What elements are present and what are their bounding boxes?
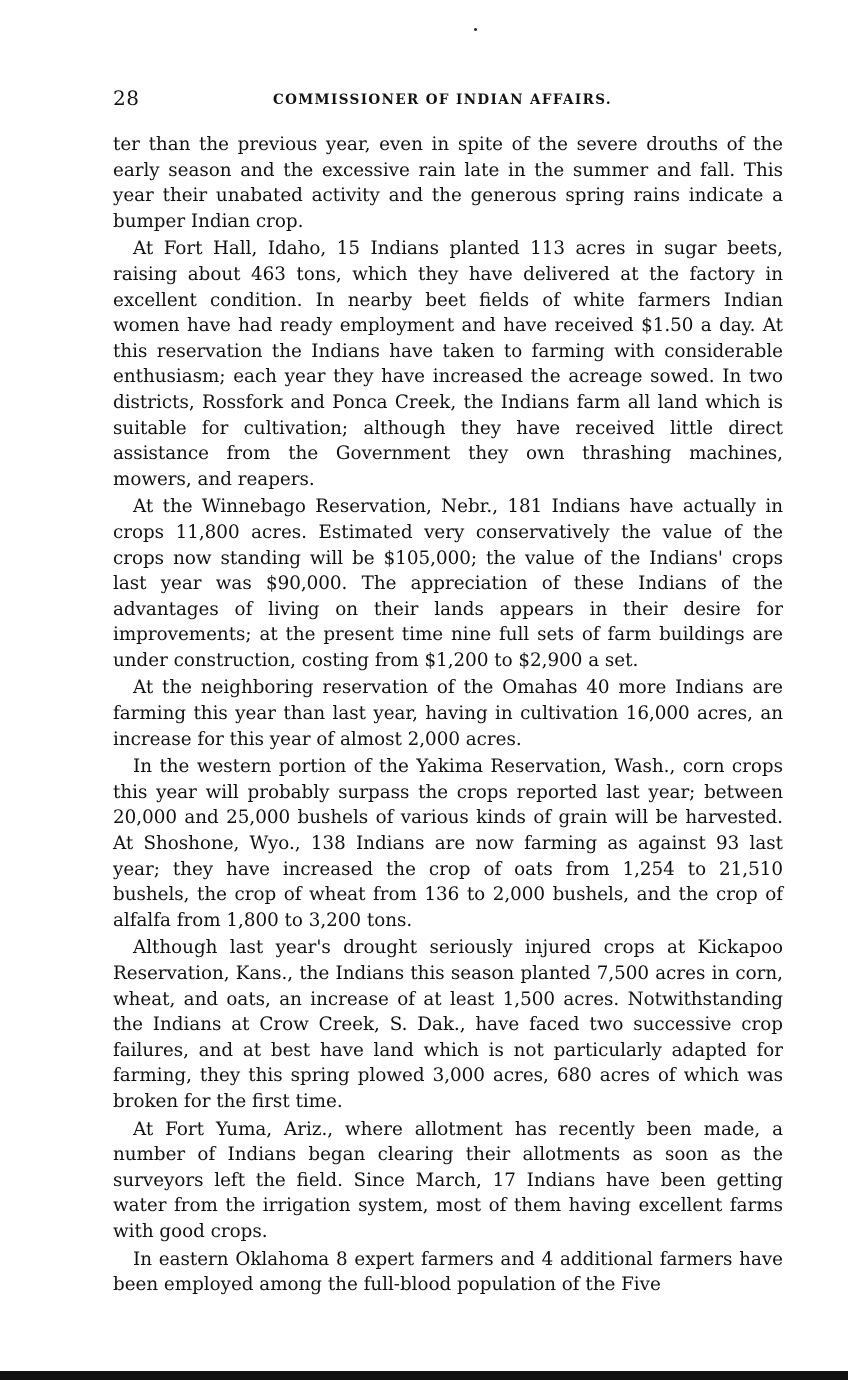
scan-bottom-edge [0, 1371, 848, 1380]
paragraph-kickapoo: Although last year's drought seriously injured crops at Kickapoo Reservation, Kans., the Indians this season planted 7,500 acres in corn, wheat, and oats, an increase of at least 1,500 acres. Notwithstanding the Indians at Crow Creek, S. Dak., have faced two successive crop failures, and at best have land which is not particularly adapted for farming, they this spring plowed 3,000 acres, 680 acres of which was broken for the first time. [113, 937, 783, 1112]
paragraph-fort-hall: At Fort Hall, Idaho, 15 Indians planted 113 acres in sugar beets, raising about 463 tons, which they have delivered at the factory in excellent condition. In nearby beet fields of white farmers Indian women have had ready employment and have received $1.50 a day. At this reservation the Indians have taken to farming with considerable enthusiasm; each year they have increased the acreage sowed. In two districts, Rossfork and Ponca Creek, the Indians farm all land which is suitable for cultivation; although they have received little direct assistance from the Government they own thrashing machines, mowers, and reapers. [113, 238, 783, 490]
scan-speck [474, 28, 477, 31]
paragraph-omahas: At the neighboring reservation of the Omahas 40 more Indians are farming this year than last year, having in cultivation 16,000 acres, an increase for this year of almost 2,000 acres. [113, 677, 783, 750]
running-head: COMMISSIONER OF INDIAN AFFAIRS. [273, 92, 612, 108]
paragraph-yakima: In the western portion of the Yakima Reservation, Wash., corn crops this year will probably surpass the crops reported last year; between 20,000 and 25,000 bushels of various kinds of grain will be harvested. At Shoshone, Wyo., 138 Indians are now farming as against 93 last year; they have increased the crop of oats from 1,254 to 21,510 bushels, the crop of wheat from 136 to 2,000 bushels, and the crop of alfalfa from 1,800 to 3,200 tons. [113, 756, 783, 931]
paragraph-continued: ter than the previous year, even in spite of the severe drouths of the early season and the excessive rain late in the summer and fall. This year their unabated activity and the generous spring rains indicate a bumper Indian crop. [113, 134, 783, 232]
paragraph-fort-yuma: At Fort Yuma, Ariz., where allotment has recently been made, a number of Indians began clearing their allotments as soon as the surveyors left the field. Since March, 17 Indians have been getting water from the irrigation system, most of them having excellent farms with good crops. [113, 1118, 783, 1242]
page-header [113, 86, 783, 114]
page-number: 28 [113, 86, 140, 110]
paragraph-oklahoma: In eastern Oklahoma 8 expert farmers and 4 additional farmers have been employed among the full-blood population of the Five [113, 1248, 783, 1296]
body-text [113, 132, 783, 1300]
paragraph-winnebago: At the Winnebago Reservation, Nebr., 181 Indians have actually in crops 11,800 acres. Estimated very conservatively the value of the crops now standing will be $105,000; the value of the Indians' crops last year was $90,000. The appreciation of these Indians of the advantages of living on their lands appears in their desire for improvements; at the present time nine full sets of farm buildings are under construction, costing from $1,200 to $2,900 a set. [113, 496, 783, 671]
